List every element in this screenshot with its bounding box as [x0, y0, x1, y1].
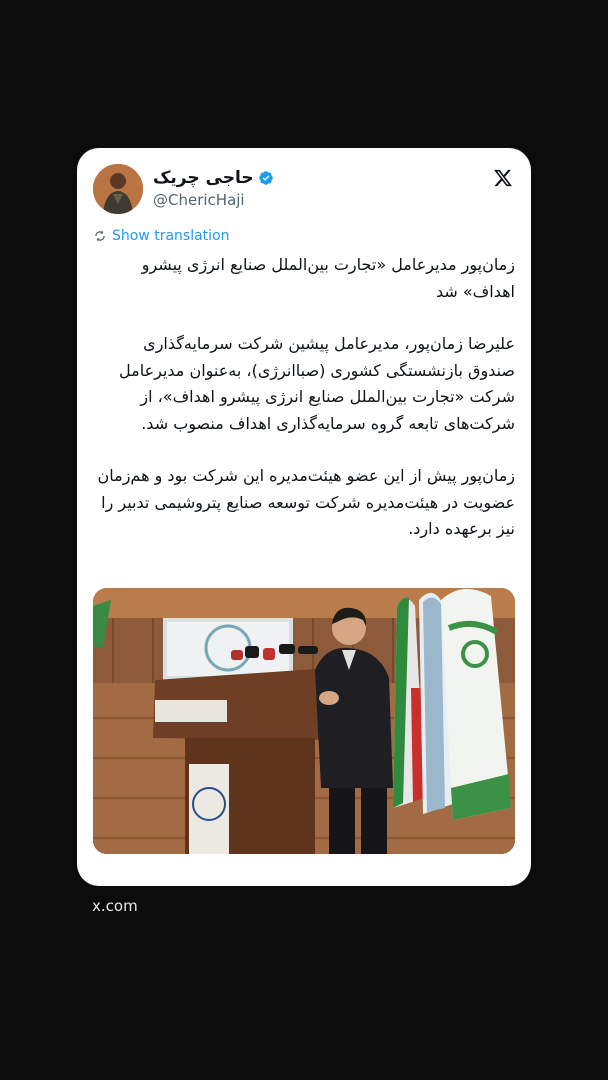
- speaker-at-podium-photo: [93, 588, 515, 854]
- author-names: [153, 168, 274, 209]
- tweet-text: [93, 252, 515, 569]
- x-logo-icon[interactable]: [493, 168, 513, 188]
- handle[interactable]: @ChericHaji: [153, 191, 245, 209]
- verified-badge-icon: [258, 170, 274, 186]
- tweet-paragraph: زمان‌پور مدیرعامل «تجارت بین‌الملل صنایع انرژی پیشرو اهداف» شد: [141, 255, 515, 301]
- translate-icon: [93, 229, 107, 243]
- avatar[interactable]: [93, 164, 143, 214]
- show-translation-label: Show translation: [112, 228, 230, 244]
- display-name[interactable]: حاجی چریک: [153, 168, 254, 188]
- source-domain: x.com: [92, 897, 138, 915]
- show-translation-link[interactable]: [93, 228, 230, 244]
- tweet-header: [93, 164, 515, 216]
- tweet-card[interactable]: [77, 148, 531, 886]
- tweet-paragraph: علیرضا زمان‌پور، مدیرعامل پیشین شرکت سرمایه‌گذاری صندوق بازنشستگی کشوری (صباانرژی)، به‌عنوان مدیرعامل شرکت «تجارت بین‌الملل صنایع انرژی پیشرو اهداف»، از شرکت‌های تابعه گروه سرمایه‌گذاری اهداف منصوب شد.: [119, 334, 515, 433]
- avatar-image: [93, 164, 143, 214]
- tweet-media-photo[interactable]: [93, 588, 515, 854]
- display-name-row: [153, 168, 274, 188]
- tweet-paragraph: زمان‌پور پیش از این عضو هیئت‌مدیره این شرکت بود و هم‌زمان عضویت در هیئت‌مدیره شرکت توسعه صنایع پتروشیمی تدبیر را نیز برعهده دارد.: [97, 466, 515, 538]
